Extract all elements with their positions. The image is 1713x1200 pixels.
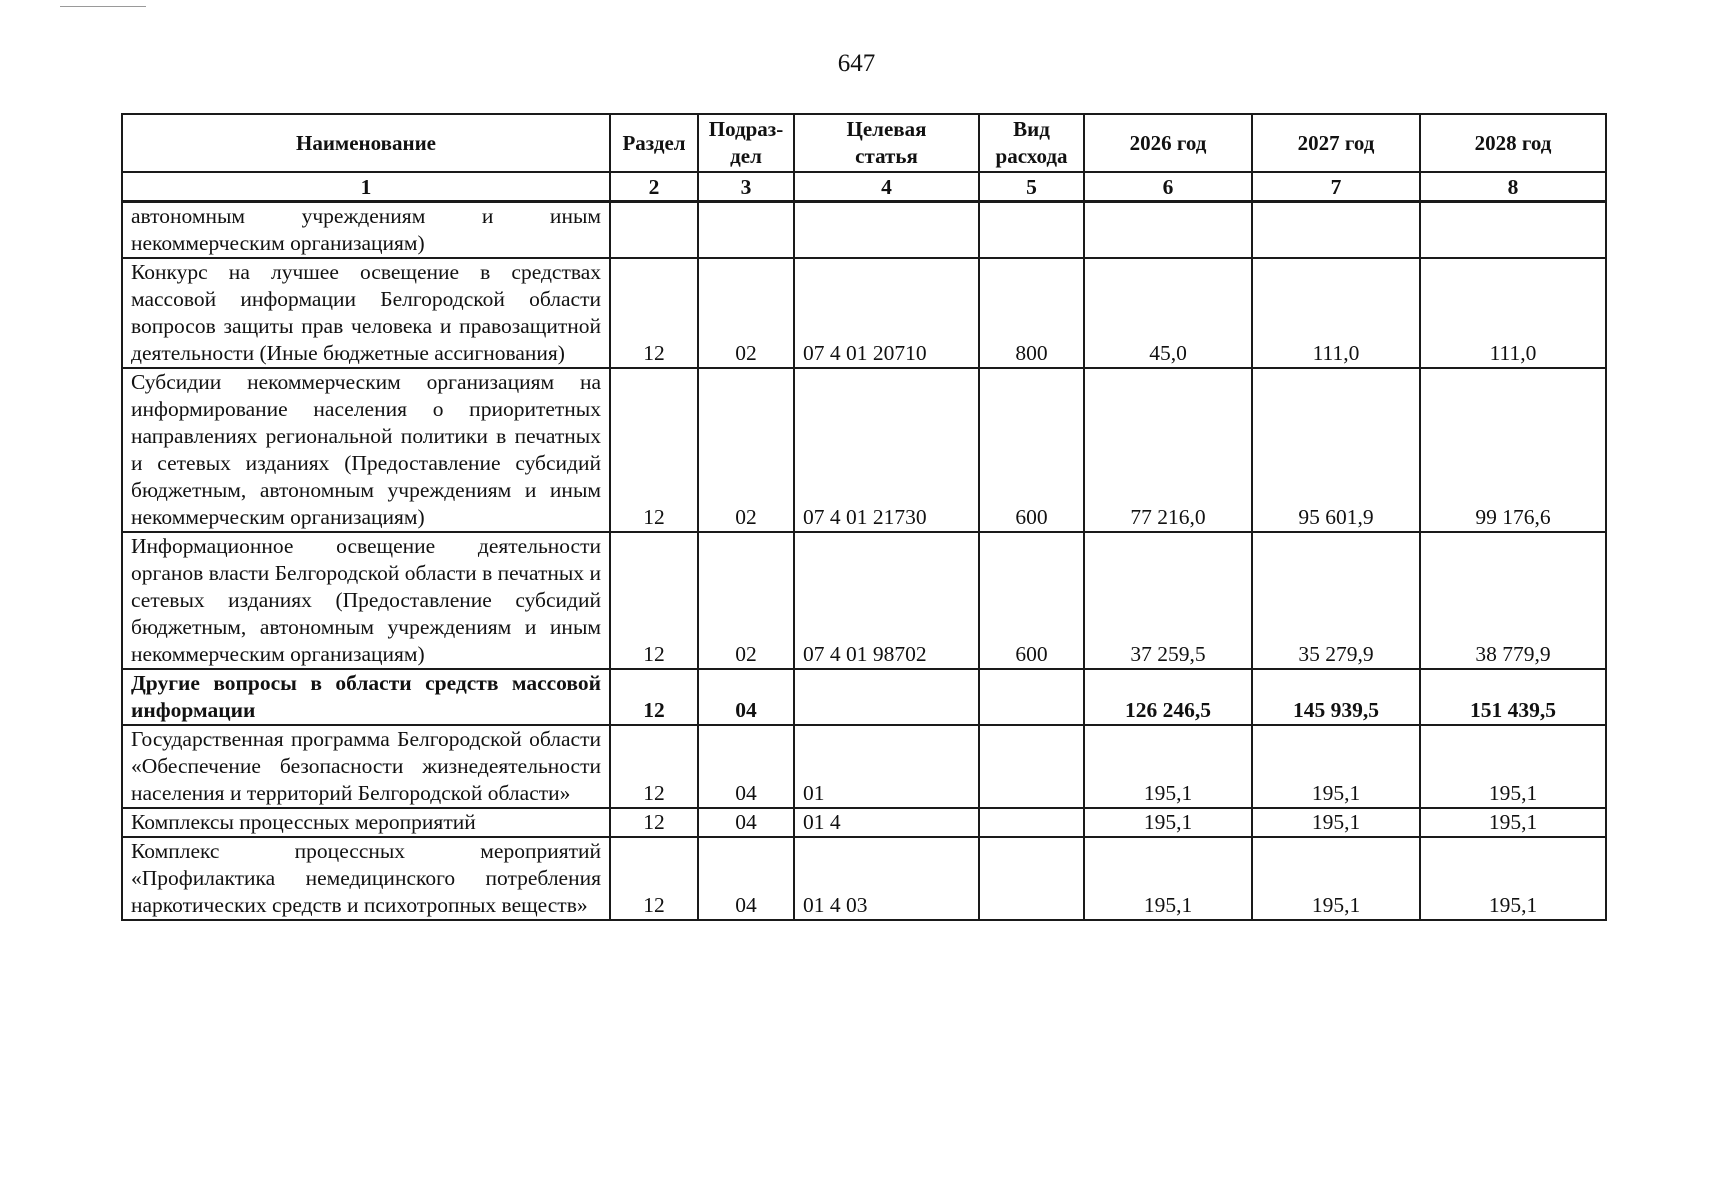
cell-statya: 07 4 01 20710 [794,258,979,368]
cell-2027 [1252,202,1420,259]
cell-2027: 95 601,9 [1252,368,1420,532]
table-row [122,368,1606,532]
table-row [122,202,1606,259]
cell-2028: 111,0 [1420,258,1606,368]
cell-razdel: 12 [610,669,698,725]
cell-2028: 151 439,5 [1420,669,1606,725]
cell-podrazdel: 02 [698,368,794,532]
cell-statya: 07 4 01 21730 [794,368,979,532]
header-name: Наименование [122,114,610,172]
column-number-7: 7 [1252,172,1420,202]
cell-vid [979,725,1084,808]
cell-vid [979,669,1084,725]
cell-2026 [1084,202,1252,259]
cell-statya: 01 [794,725,979,808]
cell-2028: 99 176,6 [1420,368,1606,532]
cell-razdel: 12 [610,837,698,920]
cell-2026: 77 216,0 [1084,368,1252,532]
cell-podrazdel: 02 [698,532,794,669]
cell-2027: 195,1 [1252,808,1420,837]
cell-vid: 800 [979,258,1084,368]
cell-name: Субсидии некоммерческим организациям на информирование населения о приоритетных направлениях региональной политики в печатных и сетевых изданиях (Предоставление субсидий бюджетным, автономным учреждениям и иным некоммерческим организациям) [122,368,610,532]
cell-name: Информационное освещение деятельности органов власти Белгородской области в печатных и сетевых изданиях (Предоставление субсидий бюджетным, автономным учреждениям и иным некоммерческим организациям) [122,532,610,669]
table-row [122,837,1606,920]
column-number-2: 2 [610,172,698,202]
cell-razdel: 12 [610,808,698,837]
cell-2027: 111,0 [1252,258,1420,368]
table-row [122,258,1606,368]
cell-2026: 37 259,5 [1084,532,1252,669]
header-vid: Вид расхода [979,114,1084,172]
column-number-row [122,172,1606,202]
cell-vid [979,202,1084,259]
table-body [122,202,1606,921]
column-number-1: 1 [122,172,610,202]
cell-podrazdel: 04 [698,808,794,837]
cell-statya [794,669,979,725]
cell-razdel: 12 [610,532,698,669]
cell-statya: 07 4 01 98702 [794,532,979,669]
header-row [122,114,1606,172]
cell-razdel: 12 [610,725,698,808]
cell-razdel: 12 [610,368,698,532]
header-2027: 2027 год [1252,114,1420,172]
page-number: 647 [837,50,876,77]
cell-name: Другие вопросы в области средств массовой информации [122,669,610,725]
cell-statya [794,202,979,259]
cell-2028 [1420,202,1606,259]
table-row [122,725,1606,808]
column-number-6: 6 [1084,172,1252,202]
scan-mark-line [60,6,146,7]
cell-name: автономным учреждениям и иным некоммерческим организациям) [122,202,610,259]
budget-table [121,113,1607,921]
cell-2027: 145 939,5 [1252,669,1420,725]
cell-razdel: 12 [610,258,698,368]
header-2026: 2026 год [1084,114,1252,172]
cell-vid: 600 [979,532,1084,669]
header-podrazdel: Подраз- дел [698,114,794,172]
cell-2026: 195,1 [1084,725,1252,808]
cell-2026: 45,0 [1084,258,1252,368]
cell-vid: 600 [979,368,1084,532]
column-number-8: 8 [1420,172,1606,202]
table-row [122,808,1606,837]
cell-2026: 126 246,5 [1084,669,1252,725]
cell-name: Комплекс процессных мероприятий «Профилактика немедицинского потребления наркотических средств и психотропных веществ» [122,837,610,920]
cell-statya: 01 4 [794,808,979,837]
cell-podrazdel: 04 [698,725,794,808]
header-razdel: Раздел [610,114,698,172]
cell-razdel [610,202,698,259]
cell-podrazdel: 04 [698,669,794,725]
cell-name: Государственная программа Белгородской области «Обеспечение безопасности жизнедеятельности населения и территорий Белгородской области» [122,725,610,808]
cell-2027: 195,1 [1252,725,1420,808]
table-row [122,532,1606,669]
cell-podrazdel: 04 [698,837,794,920]
table-row [122,669,1606,725]
cell-name: Конкурс на лучшее освещение в средствах массовой информации Белгородской области вопросов защиты прав человека и правозащитной деятельности (Иные бюджетные ассигнования) [122,258,610,368]
cell-2028: 195,1 [1420,808,1606,837]
header-statya: Целевая статья [794,114,979,172]
cell-2026: 195,1 [1084,837,1252,920]
cell-2026: 195,1 [1084,808,1252,837]
cell-vid [979,837,1084,920]
cell-2027: 35 279,9 [1252,532,1420,669]
cell-vid [979,808,1084,837]
column-number-4: 4 [794,172,979,202]
cell-2028: 195,1 [1420,725,1606,808]
cell-statya: 01 4 03 [794,837,979,920]
cell-2028: 195,1 [1420,837,1606,920]
column-number-3: 3 [698,172,794,202]
cell-podrazdel: 02 [698,258,794,368]
cell-2027: 195,1 [1252,837,1420,920]
cell-name: Комплексы процессных мероприятий [122,808,610,837]
header-2028: 2028 год [1420,114,1606,172]
column-number-5: 5 [979,172,1084,202]
cell-podrazdel [698,202,794,259]
cell-2028: 38 779,9 [1420,532,1606,669]
